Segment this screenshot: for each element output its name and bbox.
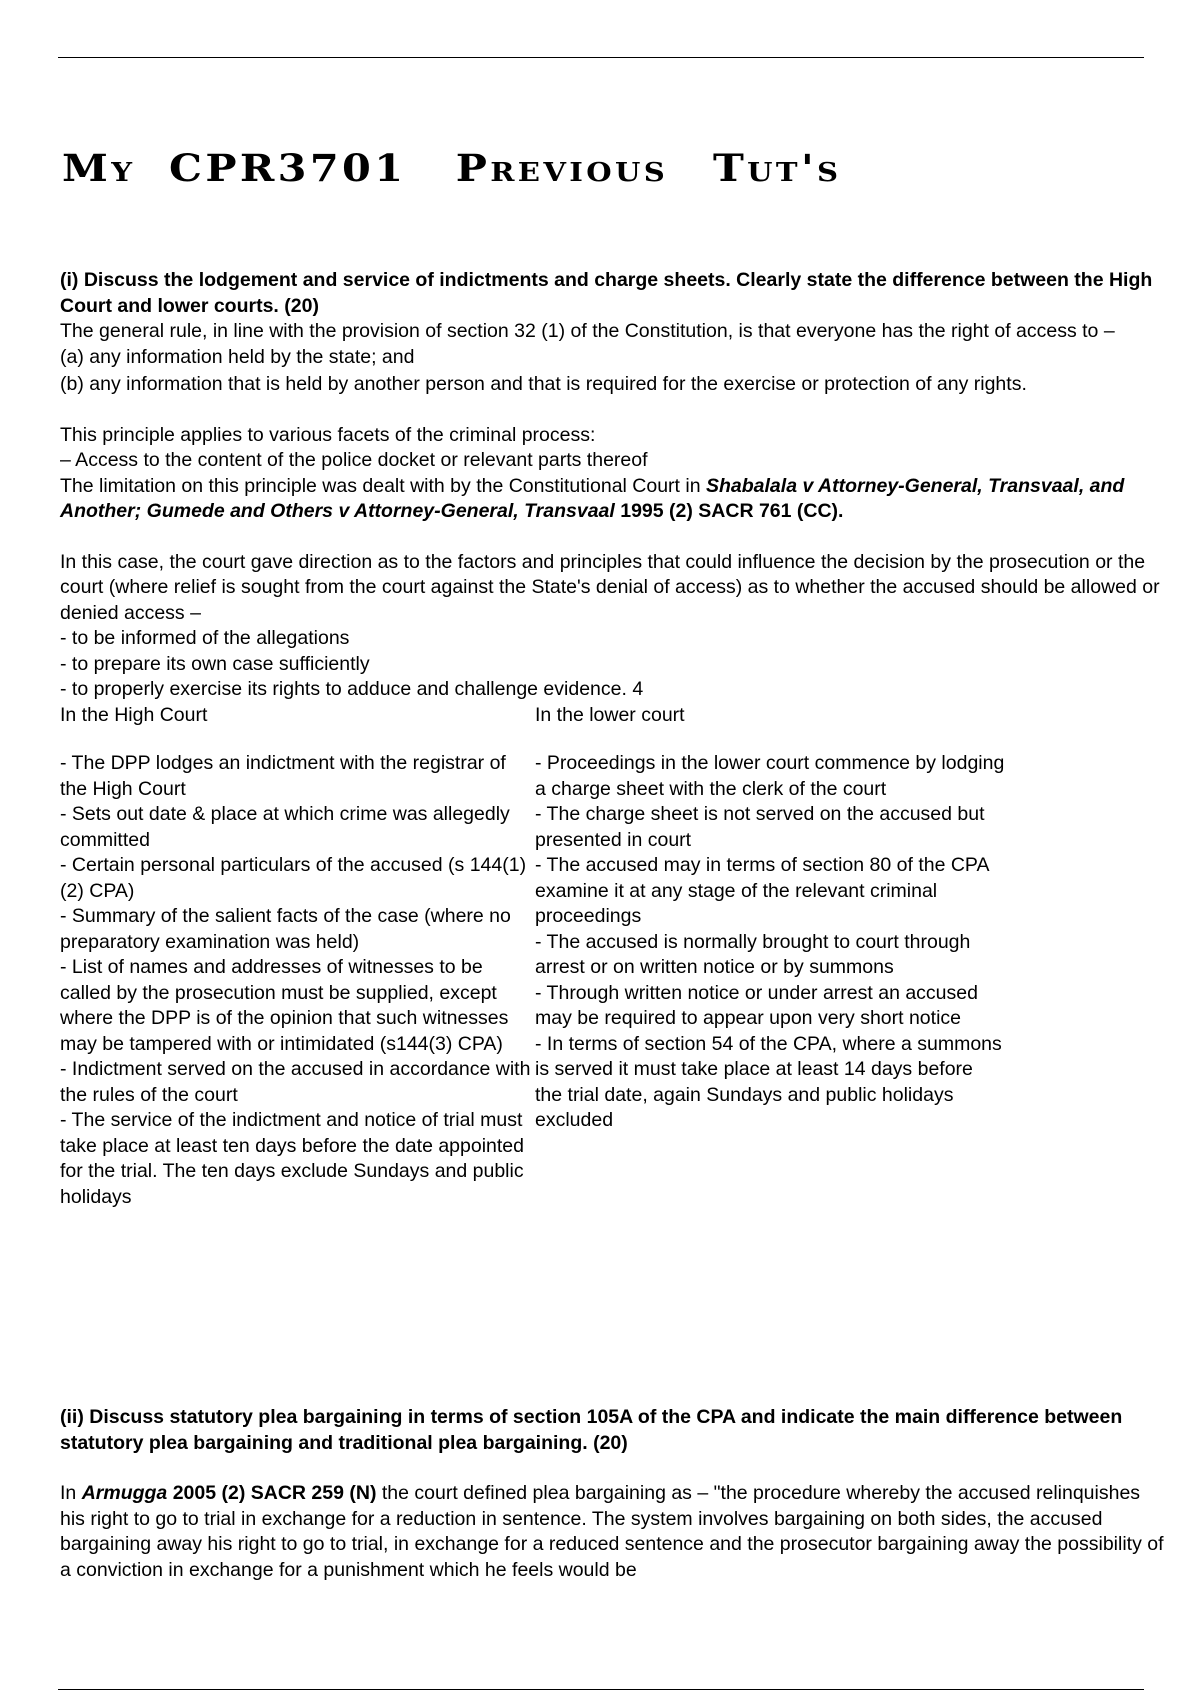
title-word: Tut's (712, 146, 842, 190)
paragraph: This principle applies to various facets of the criminal process: (60, 423, 596, 446)
column-point: - Through written notice or under arrest an accused may be required to appear upon very short notice (535, 981, 978, 1029)
bottom-rule (58, 1689, 1144, 1690)
column-point: - List of names and addresses of witnesses to be called by the prosecution must be supplied, except where the DPP is of the opinion that such witnesses may be tampered with or intimidated (s144(3) CPA) (60, 956, 509, 1055)
case-name: Armugga (81, 1482, 168, 1504)
column-point: - The service of the indictment and notice of trial must take place at least ten days before the date appointed for the trial. The ten days exclude Sundays and public holidays (60, 1109, 525, 1208)
page-title (62, 146, 841, 190)
title-word: My (62, 146, 136, 190)
title-word: Previous (455, 146, 669, 190)
question-2-heading: (ii) Discuss statutory plea bargaining in terms of section 105A of the CPA and indicate the main difference between statutory plea bargaining and traditional plea bargaining. (20) (60, 1406, 1123, 1454)
list-item: - to be informed of the allegations (60, 627, 350, 649)
title-word: CPR3701 (168, 146, 407, 190)
list-item: - to properly exercise its rights to adduce and challenge evidence. 4 (60, 678, 644, 700)
list-item: (a) any information held by the state; and (60, 345, 415, 368)
paragraph (60, 1481, 1170, 1583)
paragraph: The general rule, in line with the provision of section 32 (1) of the Constitution, is that everyone has the right of access to – (60, 320, 1115, 342)
top-rule (58, 57, 1144, 58)
column-point: - Sets out date & place at which crime was allegedly committed (60, 803, 510, 851)
lower-court-column (535, 703, 1005, 1211)
limitation-text: The limitation on this principle was dealt with by the Constitutional Court in (60, 474, 706, 497)
paragraph (60, 474, 1170, 525)
comparison-columns (60, 703, 1170, 1211)
column-point: - The charge sheet is not served on the accused but presented in court (535, 803, 985, 851)
column-point: - The accused is normally brought to court through arrest or on written notice or by summons (535, 930, 971, 978)
list-item: (b) any information that is held by another person and that is required for the exercise or protection of any rights. (60, 373, 1027, 395)
case-name: Shabalala v Attorney-General, Transvaal, and Another; Gumede and Others v Attorney-General, Transvaal (60, 474, 1125, 522)
question-1-heading: (i) Discuss the lodgement and service of indictments and charge sheets. Clearly state the difference between the High Court and lower courts. (20) (60, 269, 1153, 317)
column-heading: In the High Court (60, 703, 208, 726)
text-run: In (60, 1482, 82, 1504)
column-point: - Summary of the salient facts of the case (where no preparatory examination was held) (60, 905, 511, 953)
case-citation: 1995 (2) SACR 761 (CC). (614, 500, 844, 522)
column-heading: In the lower court (535, 703, 685, 726)
case-citation: 2005 (2) SACR 259 (N) (167, 1482, 377, 1504)
paragraph: In this case, the court gave direction as to the factors and principles that could influence the decision by the prosecution or the court (where relief is sought from the court against the State's denial of access) as to whether the accused should be allowed or denied access – (60, 550, 1160, 624)
high-court-column (60, 703, 535, 1211)
column-point: - Indictment served on the accused in accordance with the rules of the court (60, 1058, 531, 1106)
column-point: - In terms of section 54 of the CPA, where a summons is served it must take place at least 14 days before the trial date, again Sundays and public holidays excluded (535, 1032, 1002, 1131)
column-point: - Certain personal particulars of the accused (s 144(1)(2) CPA) (60, 854, 527, 902)
column-point: - The accused may in terms of section 80 of the CPA examine it at any stage of the relevant criminal proceedings (535, 854, 989, 927)
column-point: - Proceedings in the lower court commence by lodging a charge sheet with the clerk of the court (535, 752, 1005, 800)
text-run: the court defined plea bargaining as – "the procedure whereby the accused relinquishes his right to go to trial in exchange for a reduction in sentence. The system involves bargaining on both sides, the accused bargaining away his right to go to trial, in exchange for a reduced sentence and the prosecutor bargaining away the possibility of a conviction in exchange for a punishment which he feels would be (60, 1482, 1164, 1581)
column-point: - The DPP lodges an indictment with the registrar of the High Court (60, 752, 506, 800)
list-item: - to prepare its own case sufficiently (60, 652, 370, 675)
list-item: – Access to the content of the police docket or relevant parts thereof (60, 449, 648, 471)
document-body (60, 268, 1170, 1583)
